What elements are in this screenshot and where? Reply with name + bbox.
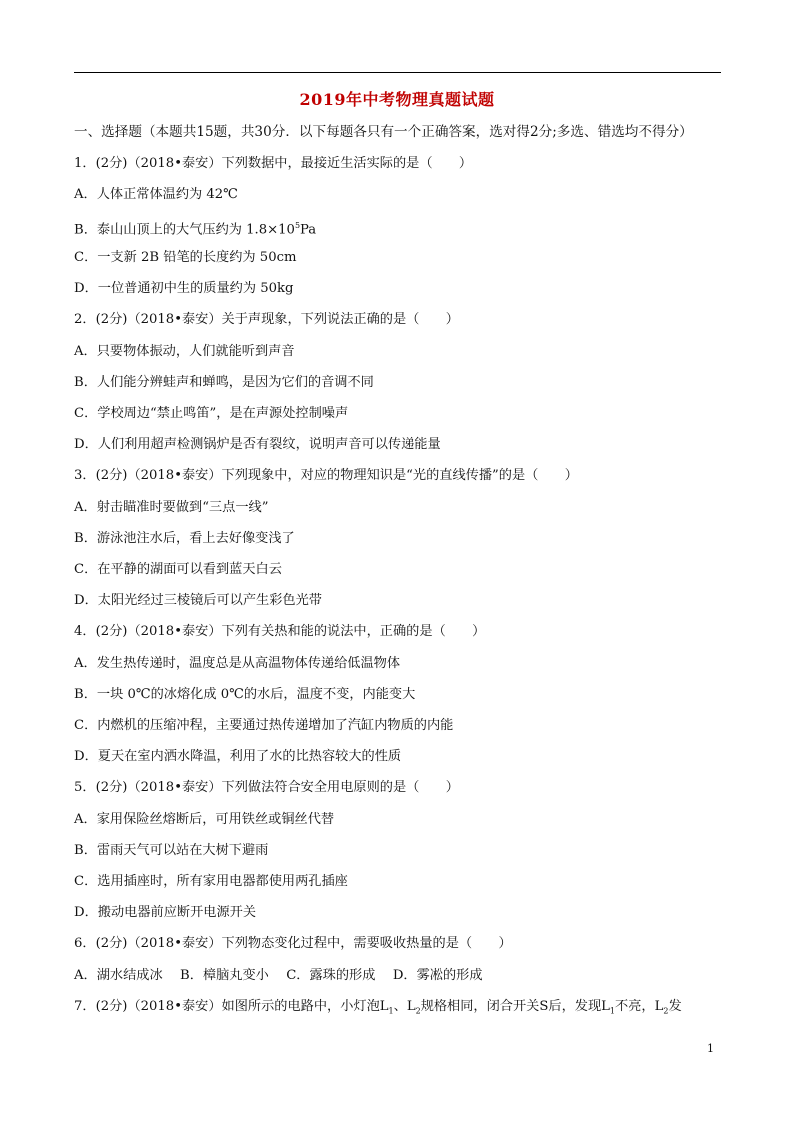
q1-option-a: A．人体正常体温约为 42℃ xyxy=(74,187,238,202)
question-4-stem: 4．(2分)（2018•泰安）下列有关热和能的说法中，正确的是（ ） xyxy=(74,624,486,639)
q7-text-5: 发 xyxy=(668,999,682,1014)
q5-option-a: A．家用保险丝熔断后，可用铁丝或铜丝代替 xyxy=(74,812,335,827)
q1-option-b-text: B．泰山山顶上的大气压约为 1.8×10 xyxy=(74,222,295,238)
q7-text-2: 、L xyxy=(393,999,416,1014)
q7-text-3: 规格相同，闭合开关S后，发现L xyxy=(420,999,610,1014)
q3-option-d: D．太阳光经过三棱镜后可以产生彩色光带 xyxy=(74,593,322,608)
question-7-stem xyxy=(74,998,682,1021)
q5-option-c: C．选用插座时，所有家用电器都使用两孔插座 xyxy=(74,874,348,889)
page-title: 2019年中考物理真题试题 xyxy=(299,90,495,109)
page-number: 1 xyxy=(707,1042,714,1055)
q2-option-a: A．只要物体振动，人们就能听到声音 xyxy=(74,344,295,359)
question-1-stem: 1．(2分)（2018•泰安）下列数据中，最接近生活实际的是（ ） xyxy=(74,156,473,171)
header-rule xyxy=(74,72,721,73)
q7-sub-3: 1 xyxy=(609,1006,616,1016)
q3-option-c: C．在平静的湖面可以看到蓝天白云 xyxy=(74,562,282,577)
q4-option-d: D．夏天在室内洒水降温，利用了水的比热容较大的性质 xyxy=(74,749,402,764)
question-2-stem: 2．(2分)（2018•泰安）关于声现象，下列说法正确的是（ ） xyxy=(74,312,459,327)
q5-option-b: B．雷雨天气可以站在大树下避雨 xyxy=(74,843,269,858)
q1-option-b-exponent: 5 xyxy=(294,221,301,230)
q7-sub-1: 1 xyxy=(388,1006,394,1016)
section-heading: 一、选择题（本题共15题，共30分．以下每题各只有一个正确答案，选对得2分;多选、错选均不得分） xyxy=(74,124,693,140)
q4-option-c: C．内燃机的压缩冲程，主要通过热传递增加了汽缸内物质的内能 xyxy=(74,718,454,733)
q7-text-1: 7．(2分)（2018•泰安）如图所示的电路中，小灯泡L xyxy=(74,999,389,1014)
q1-option-d: D．一位普通初中生的质量约为 50kg xyxy=(74,281,294,296)
q4-option-b: B．一块 0℃的冰熔化成 0℃的水后，温度不变，内能变大 xyxy=(74,687,416,702)
question-3-stem: 3．(2分)（2018•泰安）下列现象中，对应的物理知识是“光的直线传播”的是（ ） xyxy=(74,468,578,483)
question-6-stem: 6．(2分)（2018•泰安）下列物态变化过程中，需要吸收热量的是（ ） xyxy=(74,936,512,951)
q7-sub-2: 2 xyxy=(415,1006,421,1016)
q2-option-d: D．人们利用超声检测锅炉是否有裂纹，说明声音可以传递能量 xyxy=(74,437,441,452)
q2-option-b: B．人们能分辨蛙声和蝉鸣，是因为它们的音调不同 xyxy=(74,375,374,390)
q7-sub-4: 2 xyxy=(663,1006,669,1016)
q2-option-c: C．学校周边“禁止鸣笛”，是在声源处控制噪声 xyxy=(74,406,349,421)
q1-option-b-unit: Pa xyxy=(300,222,317,238)
q5-option-d: D．搬动电器前应断开电源开关 xyxy=(74,905,257,920)
q1-option-c: C．一支新 2B 铅笔的长度约为 50cm xyxy=(74,250,297,265)
q7-text-4: 不亮，L xyxy=(615,999,664,1014)
q3-option-a: A．射击瞄准时要做到“三点一线” xyxy=(74,500,269,515)
q3-option-b: B．游泳池注水后，看上去好像变浅了 xyxy=(74,531,295,546)
q6-options: A．湖水结成冰 B．樟脑丸变小 C．露珠的形成 D．雾凇的形成 xyxy=(74,968,483,983)
q4-option-a: A．发生热传递时，温度总是从高温物体传递给低温物体 xyxy=(74,656,401,671)
q1-option-b xyxy=(74,217,316,239)
question-5-stem: 5．(2分)（2018•泰安）下列做法符合安全用电原则的是（ ） xyxy=(74,780,459,795)
